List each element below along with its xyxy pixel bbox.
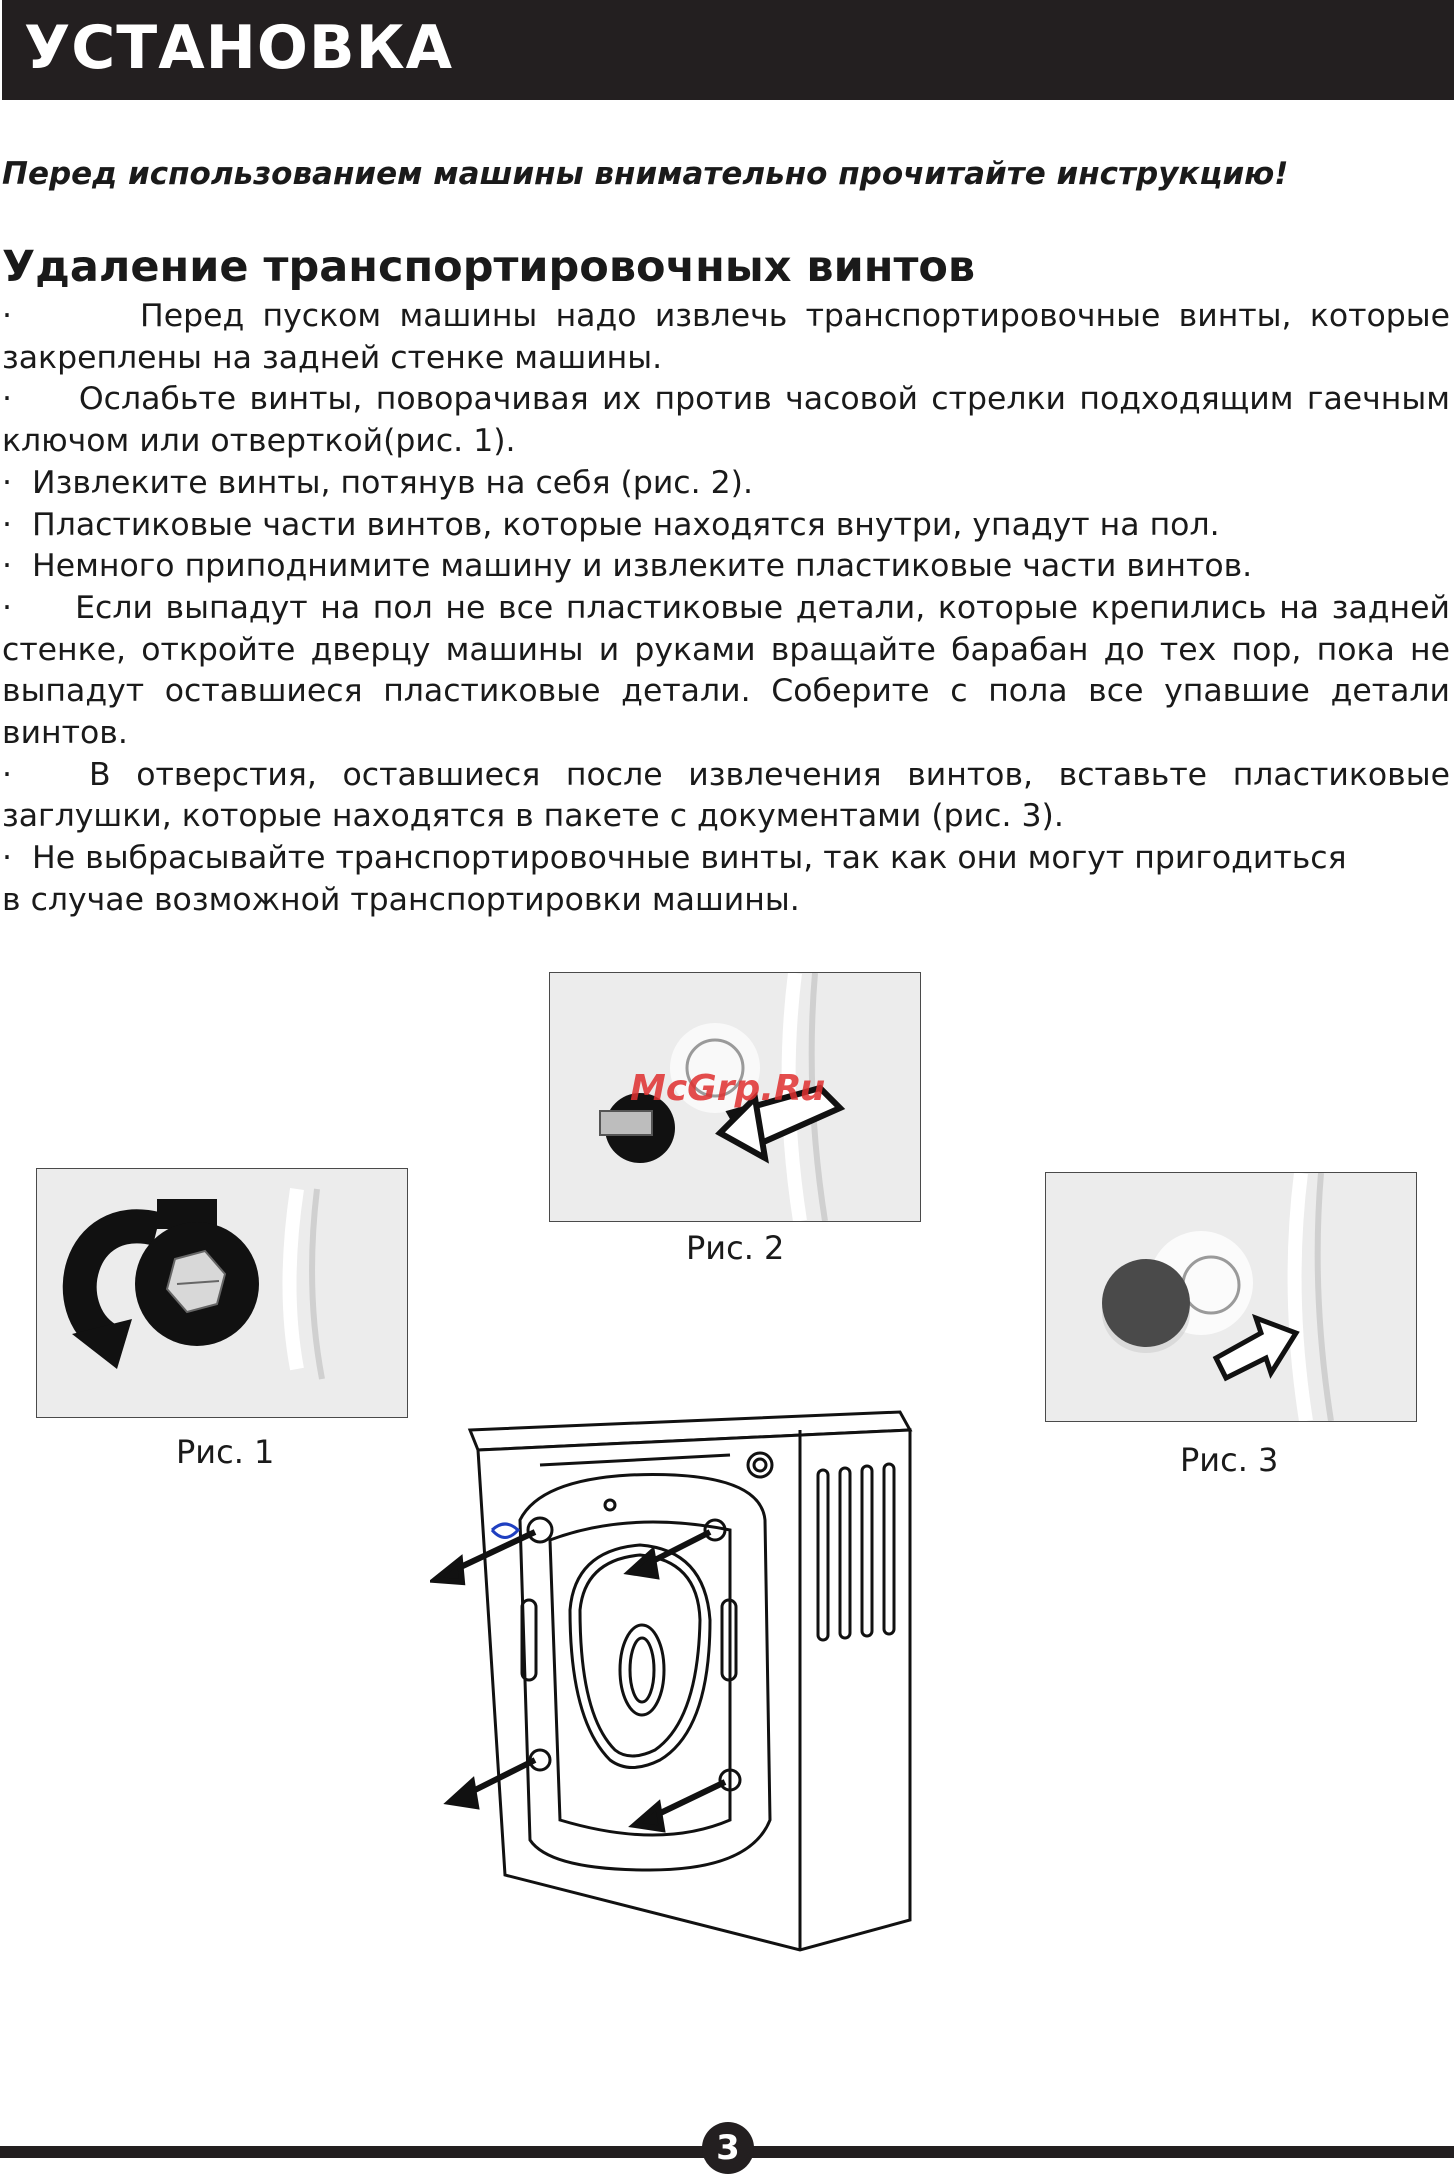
instruction-paragraph: · Ослабьте винты, поворачивая их против часовой стрелки подходящим гаечным ключом или отверткой(рис. 1). (2, 381, 1450, 460)
instruction-paragraph: · Пластиковые части винтов, которые находятся внутри, упадут на пол. (2, 506, 1220, 543)
figure-1-caption: Рис. 1 (176, 1433, 275, 1471)
washing-machine-back-view (430, 1400, 930, 1960)
warning-text: Перед использованием машины внимательно прочитайте инструкцию! (2, 156, 1289, 192)
bullet: · (2, 464, 13, 501)
page-title: УСТАНОВКА (24, 13, 454, 83)
instruction-paragraph: · Если выпадут на пол не все пластиковые детали, которые крепились на задней стенке, откройте дверцу машины и руками вращайте барабан до тех пор, пока не выпадут оставшиеся пластиковые детали. Соберите с пола все упавшие детали винтов. (2, 589, 1450, 752)
watermark: McGrp.Ru (630, 1068, 826, 1109)
figure-3-illustration (1045, 1172, 1417, 1422)
plastic-plug-icon (1102, 1259, 1190, 1347)
instruction-paragraph: · Перед пуском машины надо извлечь транспортировочные винты, которые закреплены на задней стенке машины. (2, 298, 1450, 376)
figure-1-illustration (36, 1168, 408, 1418)
instructions (2, 296, 1450, 922)
instruction-paragraph: в случае возможной транспортировки машины. (2, 881, 800, 918)
bullet: · (2, 840, 13, 877)
instruction-paragraph: · В отверстия, оставшиеся после извлечения винтов, вставьте пластиковые заглушки, которые находятся в пакете с документами (рис. 3). (2, 756, 1450, 835)
instruction-paragraph: · Не выбрасывайте транспортировочные винты, так как они могут пригодиться (2, 840, 1347, 877)
bullet: · (2, 756, 13, 793)
header-bar (2, 0, 1454, 100)
figure-3-caption: Рис. 3 (1180, 1441, 1279, 1479)
instruction-paragraph: · Извлеките винты, потянув на себя (рис. 2). (2, 464, 753, 501)
instruction-paragraph: · Немного приподнимите машину и извлеките пластиковые части винтов. (2, 548, 1253, 585)
figure-2-caption: Рис. 2 (686, 1229, 785, 1267)
section-heading: Удаление транспортировочных винтов (2, 242, 976, 292)
bullet: · (2, 381, 13, 418)
bullet: · (2, 589, 13, 626)
bullet: · (2, 548, 13, 585)
bullet: · (2, 298, 13, 334)
page-number: 3 (702, 2122, 754, 2174)
bullet: · (2, 506, 13, 543)
